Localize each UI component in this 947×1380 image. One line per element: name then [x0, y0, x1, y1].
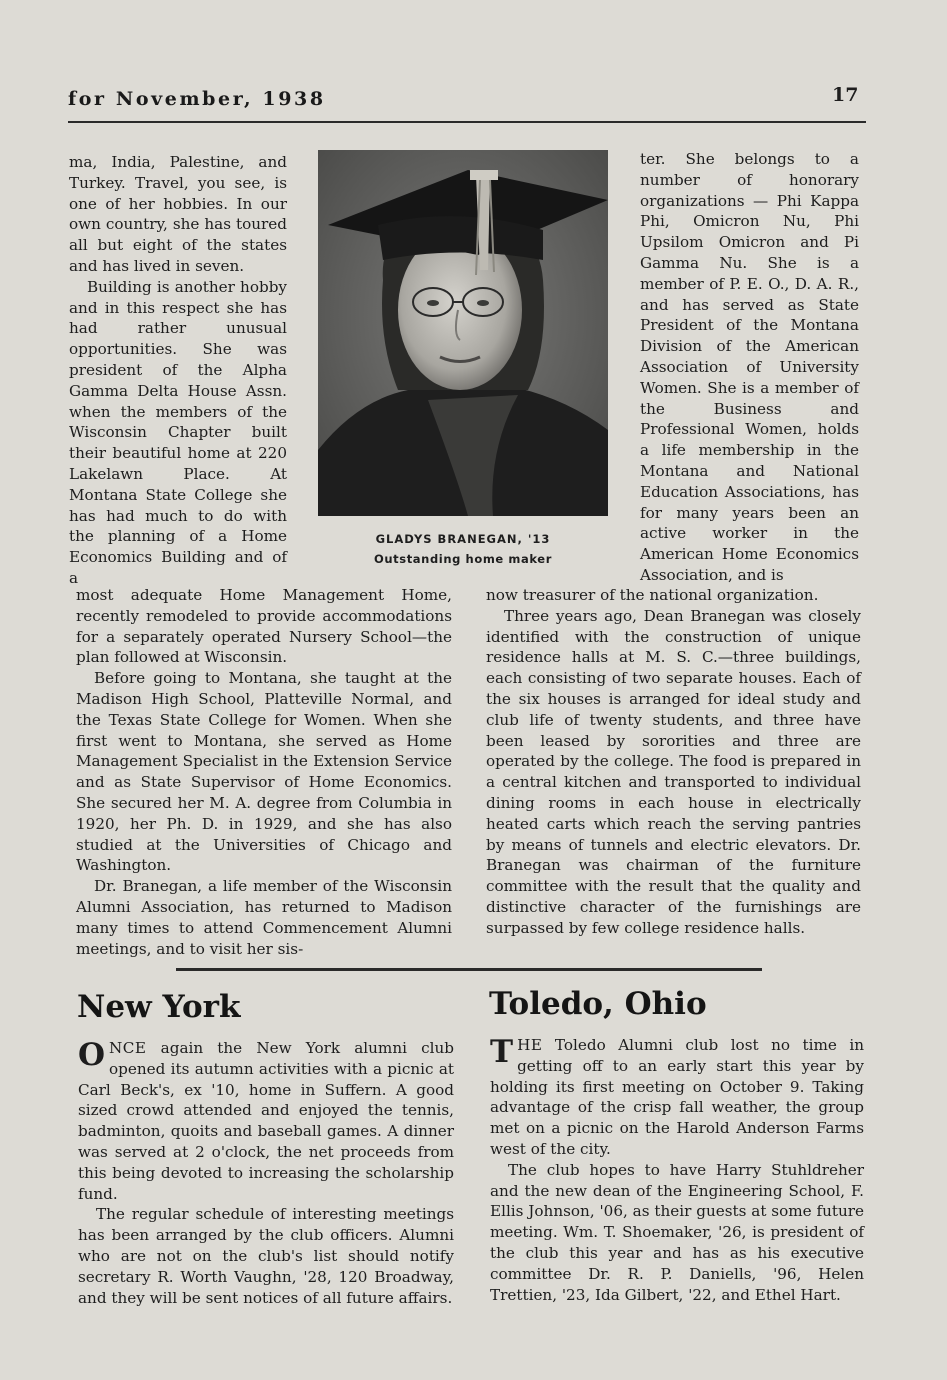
lead-word: NCE — [109, 1039, 147, 1057]
toledo-article — [490, 1035, 864, 1305]
header-rule — [68, 121, 866, 123]
paragraph — [490, 1035, 864, 1160]
drop-cap: O — [78, 1037, 106, 1073]
portrait-photo — [318, 150, 608, 516]
portrait-image — [318, 150, 608, 516]
section-divider — [176, 968, 762, 971]
paragraph: The regular schedule of interesting meetings has been arranged by the club officers. Alumni who are not on the club's list should notify secretary R. Worth Vaughn, '28, 120 Broadway, and they will be sent notices of all future affairs. — [78, 1205, 454, 1307]
paragraph-text: Toledo Alumni club lost no time in getting off to an early start this year by holding its first meeting on October 9. Taking advantage of the crisp fall weather, the group met on a picnic on the Harold Anderson Farms west of the city. — [490, 1036, 864, 1158]
paragraph: ma, India, Palestine, and Turkey. Travel, you see, is one of her hobbies. In our own country, she has toured all but eight of the states and has lived in seven. — [69, 153, 287, 275]
paragraph: The club hopes to have Harry Stuhldreher and the new dean of the Engineering School, F. Ellis Johnson, '06, as their guests at some future meeting. Wm. T. Shoemaker, '26, is president of the club this year and has as his executive committee Dr. R. P. Daniells, '96, Helen Trettien, '23, Ida Gilbert, '22, and Ethel Hart. — [490, 1160, 864, 1304]
new-york-article — [78, 1038, 454, 1308]
paragraph: Dr. Branegan, a life member of the Wisconsin Alumni Association, has returned to Madison many times to attend Commencement Alumni meetings, and to visit her sis- — [76, 877, 452, 958]
right-column-bottom — [486, 585, 861, 939]
paragraph: most adequate Home Management Home, recently remodeled to provide accommodations for a separately operated Nursery School—the plan followed at Wisconsin. — [76, 586, 452, 667]
new-york-heading: New York — [77, 989, 241, 1025]
left-column-bottom — [76, 585, 452, 959]
issue-date-header: for November, 1938 — [68, 88, 326, 110]
paragraph: Before going to Montana, she taught at the Madison High School, Platteville Normal, and the Texas State College for Women. When she first went to Montana, she served as Home Management Specialist in the Extension Service and as State Supervisor of Home Economics. She secured her M. A. degree from Columbia in 1920, her Ph. D. in 1929, and she has also studied at the Universities of Chicago and Washington. — [76, 669, 452, 875]
photo-caption-name: GLADYS BRANEGAN, '13 — [375, 532, 551, 546]
paragraph-text: again the New York alumni club opened its autumn activities with a picnic at Carl Beck's, ex '10, home in Suffern. A good sized crowd attended and enjoyed the tennis, badminton, quoits and baseball games. A dinner was served at 2 o'clock, the net proceeds from this being devoted to increasing the scholarship fund. — [78, 1039, 454, 1203]
paragraph — [78, 1038, 454, 1204]
paragraph: Three years ago, Dean Branegan was closely identified with the construction of unique residence halls at M. S. C.—three buildings, each consisting of two separate houses. Each of the six houses is arranged for ideal study and club life of twenty students, and three have been leased by sororities and three are operated by the college. The food is prepared in a central kitchen and transported to individual dining rooms in each house in electrically heated carts which reach the serving pantries by means of tunnels and electric elevators. Dr. Branegan was chairman of the furniture committee with the result that the quality and distinctive character of the furnishings are surpassed by few college residence halls. — [486, 606, 861, 937]
page-number: 17 — [832, 84, 859, 106]
drop-cap: T — [490, 1034, 514, 1070]
toledo-heading: Toledo, Ohio — [489, 986, 707, 1022]
paragraph: Building is another hobby and in this respect she has had rather unusual opportunities. She was president of the Alpha Gamma Delta House Assn. when the members of the Wisconsin Chapter built their beautiful home at 220 Lakelawn Place. At Montana State College she has had much to do with the planning of a Home Economics Building and of a — [69, 277, 287, 587]
photo-caption-title: Outstanding home maker — [374, 552, 552, 566]
paragraph: ter. She belongs to a number of honorary organizations — Phi Kappa Phi, Omicron Nu, Phi Upsilom Omicron and Pi Gamma Nu. She is a member of P. E. O., D. A. R., and has served as State President of the Montana Division of the American Association of University Women. She is a member of the Business and Professional Women, holds a life membership in the Montana and National Education Associations, has for many years been an active worker in the American Home Economics Association, and is — [640, 150, 859, 584]
lead-word: HE — [517, 1036, 543, 1054]
paragraph: now treasurer of the national organization. — [486, 586, 819, 604]
left-column-top — [69, 152, 287, 589]
right-column-top — [640, 149, 859, 586]
